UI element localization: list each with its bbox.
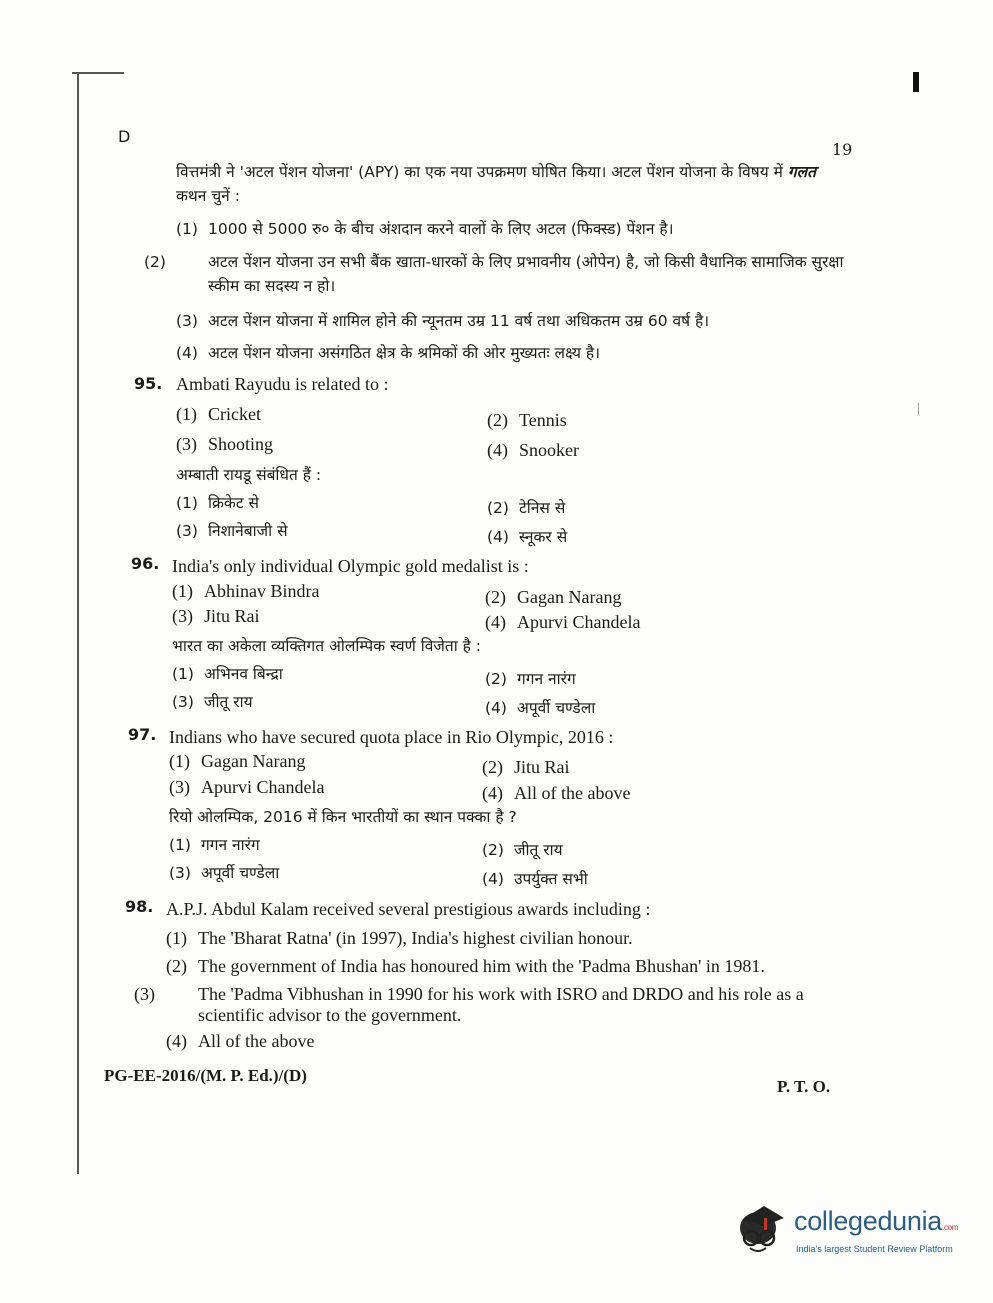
q98-option-3: (3) The 'Padma Vibhushan in 1990 for his work with ISRO and DRDO and his role as a scientific advisor to the government. [134,984,804,1025]
q96-hindi-option-1: (1) अभिनव बिन्द्रा [172,665,283,683]
q97-hindi-option-4: (4) उपर्युक्त सभी [482,870,588,888]
q95-stem: Ambati Rayudu is related to : [176,374,389,394]
scan-border-top [72,72,124,74]
scan-tick [918,403,919,415]
q94-stem: वित्तमंत्री ने 'अटल पेंशन योजना' (APY) का एक नया उपक्रमण घोषित किया। अटल पेंशन योजना के विषय में गलत कथन चुनें : [176,163,816,205]
scan-mark [913,72,919,92]
page-number: 19 [832,140,853,159]
q95-number: 95. [134,374,163,393]
q97-option-3: (3) Apurvi Chandela [169,777,325,797]
q96-option-2: (2) Gagan Narang [485,587,622,607]
q95-option-3: (3) Shooting [176,434,274,454]
q97-option-1: (1) Gagan Narang [169,751,306,771]
q98-option-1: (1) The 'Bharat Ratna' (in 1997), India's highest civilian honour. [166,928,633,948]
q95-option-4: (4) Snooker [487,440,579,460]
q94-option-3: (3) अटल पेंशन योजना में शामिल होने की न्यूनतम उम्र 11 वर्ष तथा अधिकतम उम्र 60 वर्ष है। [176,312,710,330]
pto-label: P. T. O. [777,1077,831,1096]
q97-number: 97. [128,725,157,744]
q98-option-2: (2) The government of India has honoured him with the 'Padma Bhushan' in 1981. [166,956,765,976]
q97-hindi-stem: रियो ओलम्पिक, 2016 में किन भारतीयों का स्थान पक्का है ? [169,808,517,826]
q96-hindi-option-4: (4) अपूर्वी चण्डेला [485,699,596,717]
q97-option-2: (2) Jitu Rai [482,757,570,777]
q97-hindi-option-1: (1) गगन नारंग [169,836,260,854]
q96-hindi-stem: भारत का अकेला व्यक्तिगत ओलम्पिक स्वर्ण विजेता है : [172,637,482,655]
q96-hindi-option-3: (3) जीतू राय [172,693,253,711]
scan-border-left [77,74,79,1174]
q94-option-2: (2) अटल पेंशन योजना उन सभी बैंक खाता-धारकों के लिए प्रभावनीय (ओपेन) है, जो किसी वैधानिक सामाजिक सुरक्षा स्कीम का सदस्य न हो। [144,253,844,295]
q95-option-1: (1) Cricket [176,404,261,424]
q98-stem: A.P.J. Abdul Kalam received several prestigious awards including : [166,899,651,919]
q97-hindi-option-2: (2) जीतू राय [482,841,563,859]
paper-code: PG-EE-2016/(M. P. Ed.)/(D) [104,1066,307,1085]
q95-hindi-option-3: (3) निशानेबाजी से [176,522,288,540]
q94-option-1: (1) 1000 से 5000 रु० के बीच अंशदान करने वालों के लिए अटल (फिक्स्ड) पेंशन है। [176,220,674,238]
q95-hindi-option-2: (2) टेनिस से [487,499,566,517]
q98-option-4: (4) All of the above [166,1031,315,1051]
mascot-icon [736,1198,792,1258]
brand-name: collegedunia.com [794,1206,959,1236]
q96-hindi-option-2: (2) गगन नारंग [485,670,576,688]
q97-option-4: (4) All of the above [482,783,631,803]
q96-option-3: (3) Jitu Rai [172,606,260,626]
q96-stem: India's only individual Olympic gold medalist is : [172,556,529,576]
q96-option-1: (1) Abhinav Bindra [172,581,320,601]
q98-number: 98. [125,897,154,916]
set-code: D [118,127,131,146]
q95-option-2: (2) Tennis [487,410,567,430]
q95-hindi-option-4: (4) स्नूकर से [487,528,568,546]
q97-stem: Indians who have secured quota place in Rio Olympic, 2016 : [169,727,614,747]
q95-hindi-option-1: (1) क्रिकेट से [176,494,260,512]
q96-number: 96. [131,554,160,573]
q95-hindi-stem: अम्बाती रायडू संबंधित हैं : [176,466,322,484]
collegedunia-logo [736,1198,966,1264]
brand-tagline: India's largest Student Review Platform [796,1244,953,1254]
q97-hindi-option-3: (3) अपूर्वी चण्डेला [169,864,280,882]
q94-option-4: (4) अटल पेंशन योजना असंगठित क्षेत्र के श्रमिकों की ओर मुख्यतः लक्ष्य है। [176,344,600,362]
q96-option-4: (4) Apurvi Chandela [485,612,641,632]
